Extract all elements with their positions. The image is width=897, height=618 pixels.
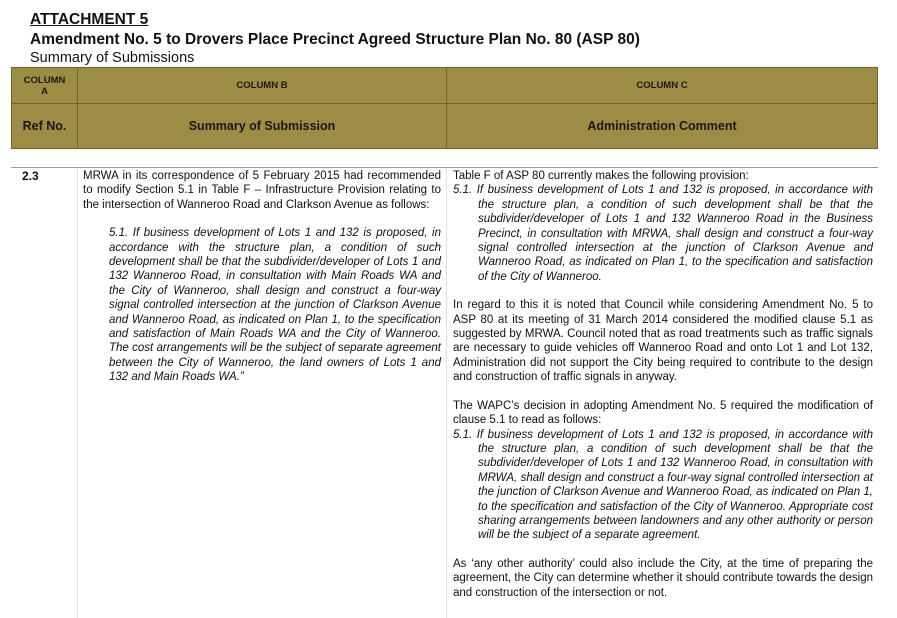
column-c-heading: COLUMN C bbox=[636, 80, 688, 91]
column-divider bbox=[77, 168, 78, 618]
comment-paragraph: In regard to this it is noted that Council while considering Amendment No. 5 to ASP 80 at its meeting of 31 March 2014 considered the modified clause 5.1 as suggested by MRWA. Council noted that as road treatments such as traffic signals are necessary to guide vehicles off Wanneroo Road and onto Lot 1 and Lot 132, Administration did not support the City being required to contribute to the design and construction of traffic signals in anyway. bbox=[453, 299, 873, 384]
comment-paragraph: The WAPC’s decision in adopting Amendment No. 5 required the modification of clause 5.1 to read as follows: bbox=[453, 399, 873, 427]
ref-number: 2.3 bbox=[22, 169, 39, 183]
comment-quote: 5.1. If business development of Lots 1 and 132 is proposed, in accordance with the structure plan, a condition of such development shall be that the subdivider/developer of Lots 1 and 132 Wanneroo Road in the Business Precinct, in consultation with MRWA, shall design and construct a four-way signal controlled intersection at the junction of Clarkson Avenue and Wanneroo Road, as indicated on Plan 1, to the specification and satisfaction of the City of Wanneroo. bbox=[453, 184, 873, 283]
ref-no-heading: Ref No. bbox=[22, 119, 67, 133]
summary-cell bbox=[83, 169, 441, 385]
column-a-heading: COLUMN A bbox=[23, 74, 66, 97]
column-b-heading: COLUMN B bbox=[236, 80, 288, 91]
comment-cell bbox=[453, 169, 873, 600]
document-title: Amendment No. 5 to Drovers Place Precinct Agreed Structure Plan No. 80 (ASP 80) bbox=[30, 31, 640, 48]
table-header bbox=[11, 67, 878, 149]
summary-quote: 5.1. If business development of Lots 1 and 132 is proposed, in accordance with the structure plan, a condition of such development shall be that the subdivider/developer of Lots 1 and 132 Wanneroo Road, in consultation with Main Roads WA and the City of Wanneroo, shall design and construct a four-way signal controlled intersection at the junction of Clarkson Avenue and Wanneroo Road, as indicated on Plan 1, to the specification and satisfaction of Main Roads WA and the City of Wanneroo. The cost arrangements will be the subject of separate agreement between the City of Wanneroo, the land owners of Lots 1 and 132 and Main Roads WA.” bbox=[109, 227, 441, 384]
comment-paragraph: As ‘any other authority’ could also include the City, at the time of preparing the agreement, the City can determine whether it should contribute towards the design and construction of the intersection or not. bbox=[453, 557, 873, 599]
attachment-label: ATTACHMENT 5 bbox=[30, 11, 149, 28]
comment-heading: Administration Comment bbox=[587, 119, 737, 133]
document-subtitle: Summary of Submissions bbox=[30, 50, 195, 66]
summary-paragraph: MRWA in its correspondence of 5 February 2015 had recommended to modify Section 5.1 in Table F – Infrastructure Provision relating to the intersection of Wanneroo Road and Clarkson Avenue as follows: bbox=[83, 170, 441, 211]
summary-heading: Summary of Submission bbox=[188, 119, 336, 133]
comment-paragraph: Table F of ASP 80 currently makes the following provision: bbox=[453, 170, 749, 182]
row-separator bbox=[11, 167, 878, 168]
column-divider bbox=[446, 168, 447, 618]
comment-quote: 5.1. If business development of Lots 1 and 132 is proposed, in accordance with the structure plan, a condition of such development shall be that the subdivider/developer of Lots 1 and 132 Wanneroo Road, in consultation with MRWA, shall design and construct a four-way signal controlled intersection at the junction of Clarkson Avenue and Wanneroo Road, as indicated on Plan 1, to the specification and satisfaction of the City of Wanneroo. Appropriate cost sharing arrangements between landowners and any other authority or person will be the subject of a separate agreement. bbox=[453, 428, 873, 542]
